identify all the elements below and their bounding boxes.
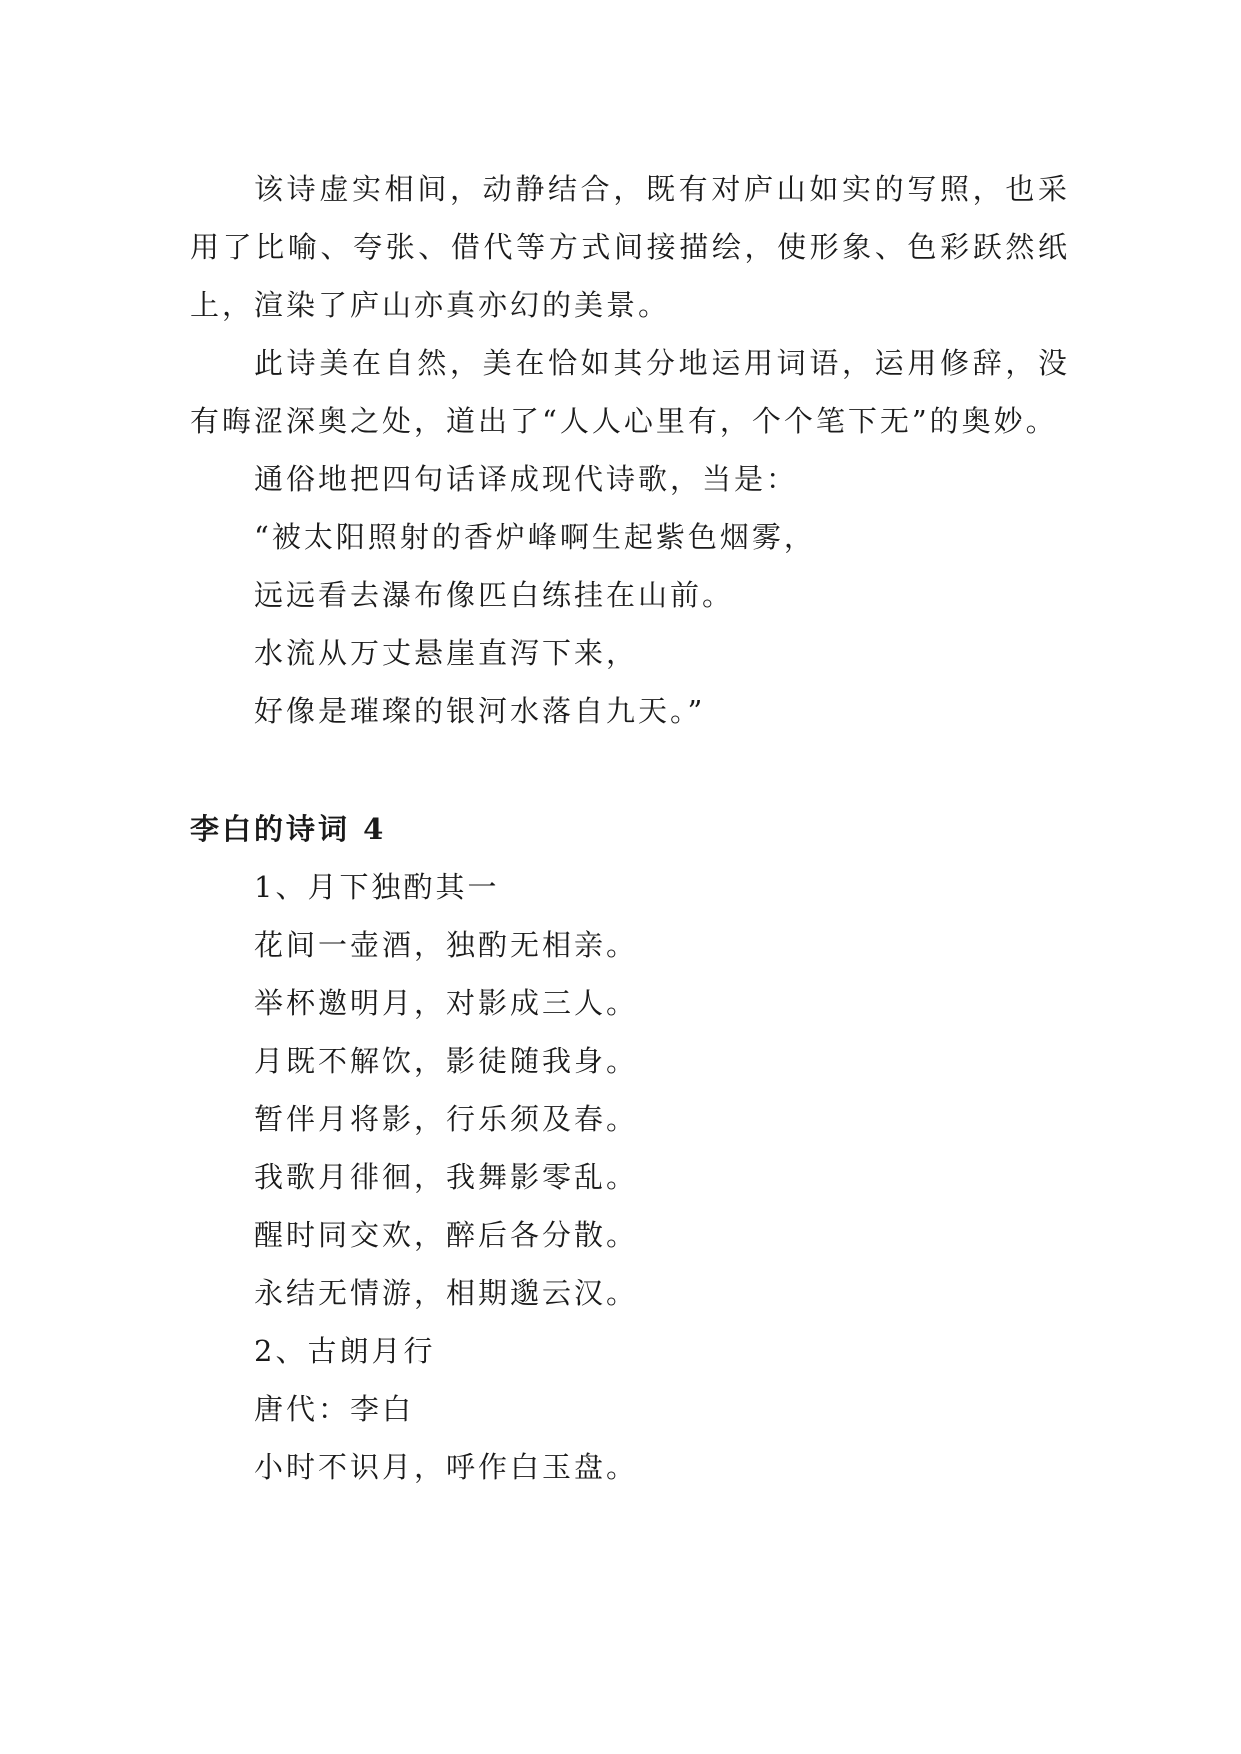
translation-line: 好像是璀璨的银河水落自九天。” [254,694,706,728]
paragraph: 该诗虚实相间，动静结合，既有对庐山如实的写照，也采用了比喻、夸张、借代等方式间接描绘，使形象、色彩跃然纸上，渲染了庐山亦真亦幻的美景。 [190,172,1070,322]
section-heading: 李白的诗词 4 [190,812,387,846]
poem-line: 醒时同交欢，醉后各分散。 [254,1218,639,1252]
poem-line: 月既不解饮，影徒随我身。 [254,1044,639,1078]
poem-author: 唐代：李白 [254,1392,415,1426]
poem-line: 小时不识月，呼作白玉盘。 [254,1450,639,1484]
poem2-lines [190,1438,1070,1496]
poem-title: 2、古朗月行 [254,1334,436,1368]
poem-title: 1、月下独酌其一 [254,870,500,904]
poem-line: 我歌月徘徊，我舞影零乱。 [254,1160,639,1194]
poem-line: 暂伴月将影，行乐须及春。 [254,1102,639,1136]
translation-lines [190,508,1070,740]
poem1-lines [190,916,1070,1322]
poem-line: 花间一壶酒，独酌无相亲。 [254,928,639,962]
translation-line: “被太阳照射的香炉峰啊生起紫色烟雾， [254,520,816,554]
translation-intro: 通俗地把四句话译成现代诗歌，当是： [254,462,799,496]
paragraph: 此诗美在自然，美在恰如其分地运用词语，运用修辞，没有晦涩深奥之处，道出了“人人心里有，个个笔下无”的奥妙。 [190,346,1070,438]
document-body [190,160,1070,1496]
poem-line: 举杯邀明月，对影成三人。 [254,986,639,1020]
translation-line: 远远看去瀑布像匹白练挂在山前。 [254,578,735,612]
poem-line: 永结无情游，相期邈云汉。 [254,1276,639,1310]
translation-line: 水流从万丈悬崖直泻下来， [254,636,639,670]
